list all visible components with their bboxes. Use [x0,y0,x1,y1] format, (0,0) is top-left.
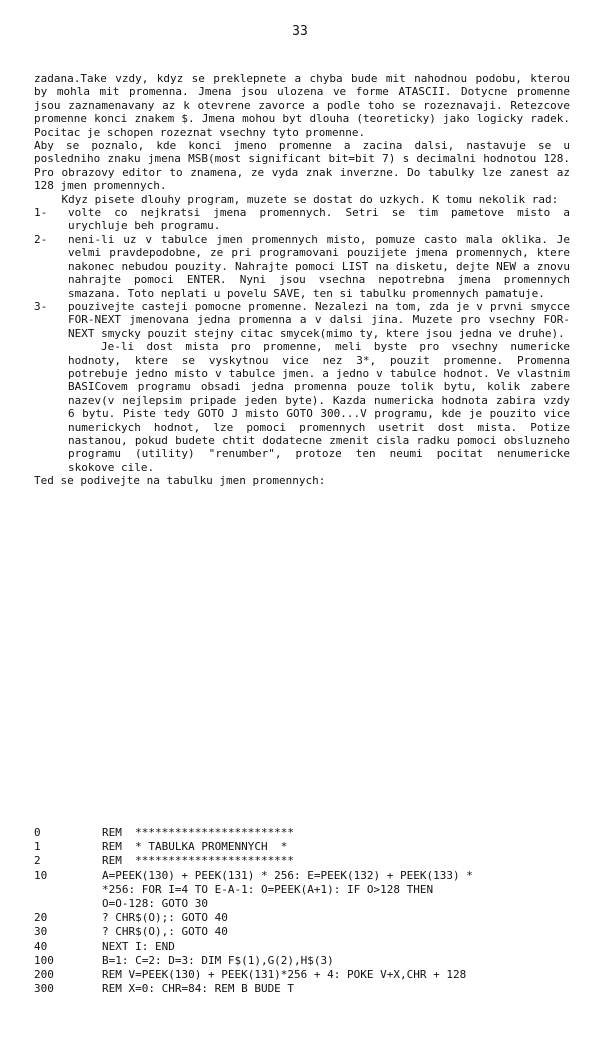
list-item-number: 1- [34,206,48,220]
code-line [34,982,574,996]
code-text: O=O-128: GOTO 30 [102,897,208,911]
code-text: *256: FOR I=4 TO E-A-1: O=PEEK(A+1): IF O>128 THEN [102,882,434,896]
code-line [34,840,574,854]
paragraph-1: zadana.Take vzdy, kdyz se preklepnete a chyba bude mit nahodnou podobu, kterou by mohla mit promenna. Jmena jsou ulozena ve forme ATASCII. Dotycne promenne jsou zaznamenavany az k otevrene zavorce a podle toho se rozeznavaji. Retezcove promenne konci znakem $. Jmena mohou byt dlouha (teoreticky) jako logicky radek. Pocitac je schopen rozeznat vsechny tyto promenne. [34,72,570,139]
list-item-subparagraph: Je-li dost mista pro promenne, meli byste pro vsechny numericke hodnoty, ktere se vyskytnou vice nez 3*, pouzit promenne. Promenna potrebuje jedno misto v tabulce jmen. a jedno v tabulce hodnot. Ve vlastnim BASICovem programu obsadi jedna promenna pouze tolik bytu, kolik zabere nazev(v nejlepsim pripade jeden byte). Kazda numericka hodnota zabira vzdy 6 bytu. Piste tedy GOTO J misto GOTO 300...V programu, kde je pouzito vice numerickych hodnot, lze pomoci promennych usetrit dost mista. Potize nastanou, pokud budete chtit dodatecne zmenit cisla radku pomoci obsluzneho programu (utility) "renumber", protoze ten neumi pocitat nenumericke skokove cile. [68,340,570,474]
advice-list [34,206,570,474]
code-line [34,854,574,868]
code-line [34,925,574,939]
list-item [34,300,570,474]
basic-listing [34,826,574,996]
code-text: REM * TABULKA PROMENNYCH * [102,840,288,854]
code-line [34,968,574,982]
list-item [34,233,570,300]
page-number: 33 [292,24,308,39]
list-item-body [68,300,570,474]
code-text: REM ************************ [102,854,295,868]
line-number: 30 [34,925,48,939]
code-text: NEXT I: END [102,939,175,953]
code-text: REM V=PEEK(130) + PEEK(131)*256 + 4: POKE V+X,CHR + 128 [102,968,467,982]
code-line [34,826,574,840]
line-number: 300 [34,982,54,996]
list-item-number: 2- [34,232,48,246]
code-text: A=PEEK(130) + PEEK(131) * 256: E=PEEK(132) + PEEK(133) * [102,868,473,882]
code-text: ? CHR$(O);: GOTO 40 [102,911,228,925]
code-text: B=1: C=2: D=3: DIM F$(1),G(2),H$(3) [102,953,334,967]
line-number: 200 [34,968,54,982]
line-number: 20 [34,911,48,925]
list-item-text: volte co nejkratsi jmena promennych. Setri se tim pametove misto a urychluje beh programu. [68,206,570,233]
code-line [34,869,574,912]
line-number: 1 [34,840,41,854]
closing-sentence: Ted se podivejte na tabulku jmen promennych: [34,474,326,488]
list-item [34,206,570,233]
line-number: 2 [34,854,41,868]
body-text [34,72,570,488]
line-number: 100 [34,953,54,967]
line-number: 0 [34,826,41,839]
line-number: 40 [34,939,48,953]
list-item-text: neni-li uz v tabulce jmen promennych misto, pomuze casto mala oklika. Je velmi pravdepodobne, ze pri programovani pouzijete jmena promennych, ktere nakonec nebudou pouzity. Nahrajte pomoci LIST na disketu, dejte NEW a znovu nahrajte pomoci ENTER. Nyni jsou vsechna nepotrebna jmena promennych smazana. Toto neplati u povelu SAVE, ten si tabulku promennych pamatuje. [68,232,570,300]
code-line [34,911,574,925]
code-line [34,940,574,954]
code-text: REM ************************ [102,826,295,839]
list-item-number: 3- [34,299,48,313]
list-item-text: pouzivejte casteji pomocne promenne. Nezalezi na tom, zda je v prvni smycce FOR-NEXT jmenovana jedna promenna a v dalsi jina. Muzete pro vsechny FOR-NEXT smycky pouzit stejny citac smycek(mimo ty, ktere jsou jedna ve druhe). [68,299,570,340]
code-text: REM X=0: CHR=84: REM B BUDE T [102,982,295,996]
paragraph-2: Aby se poznalo, kde konci jmeno promenne a zacina dalsi, nastavuje se u posledniho znaku jmena MSB(most significant bit=bit 7) s decimalni hodnotou 128. Pro obrazovy editor to znamena, ze vyda znak inverzne. Do tabulky lze zanest az 128 jmen promennych. [34,139,570,193]
line-number: 10 [34,868,48,882]
code-text: ? CHR$(O),: GOTO 40 [102,925,228,939]
code-line [34,954,574,968]
paragraph-3: Kdyz pisete dlouhy program, muzete se dostat do uzkych. K tomu nekolik rad: [61,192,559,206]
